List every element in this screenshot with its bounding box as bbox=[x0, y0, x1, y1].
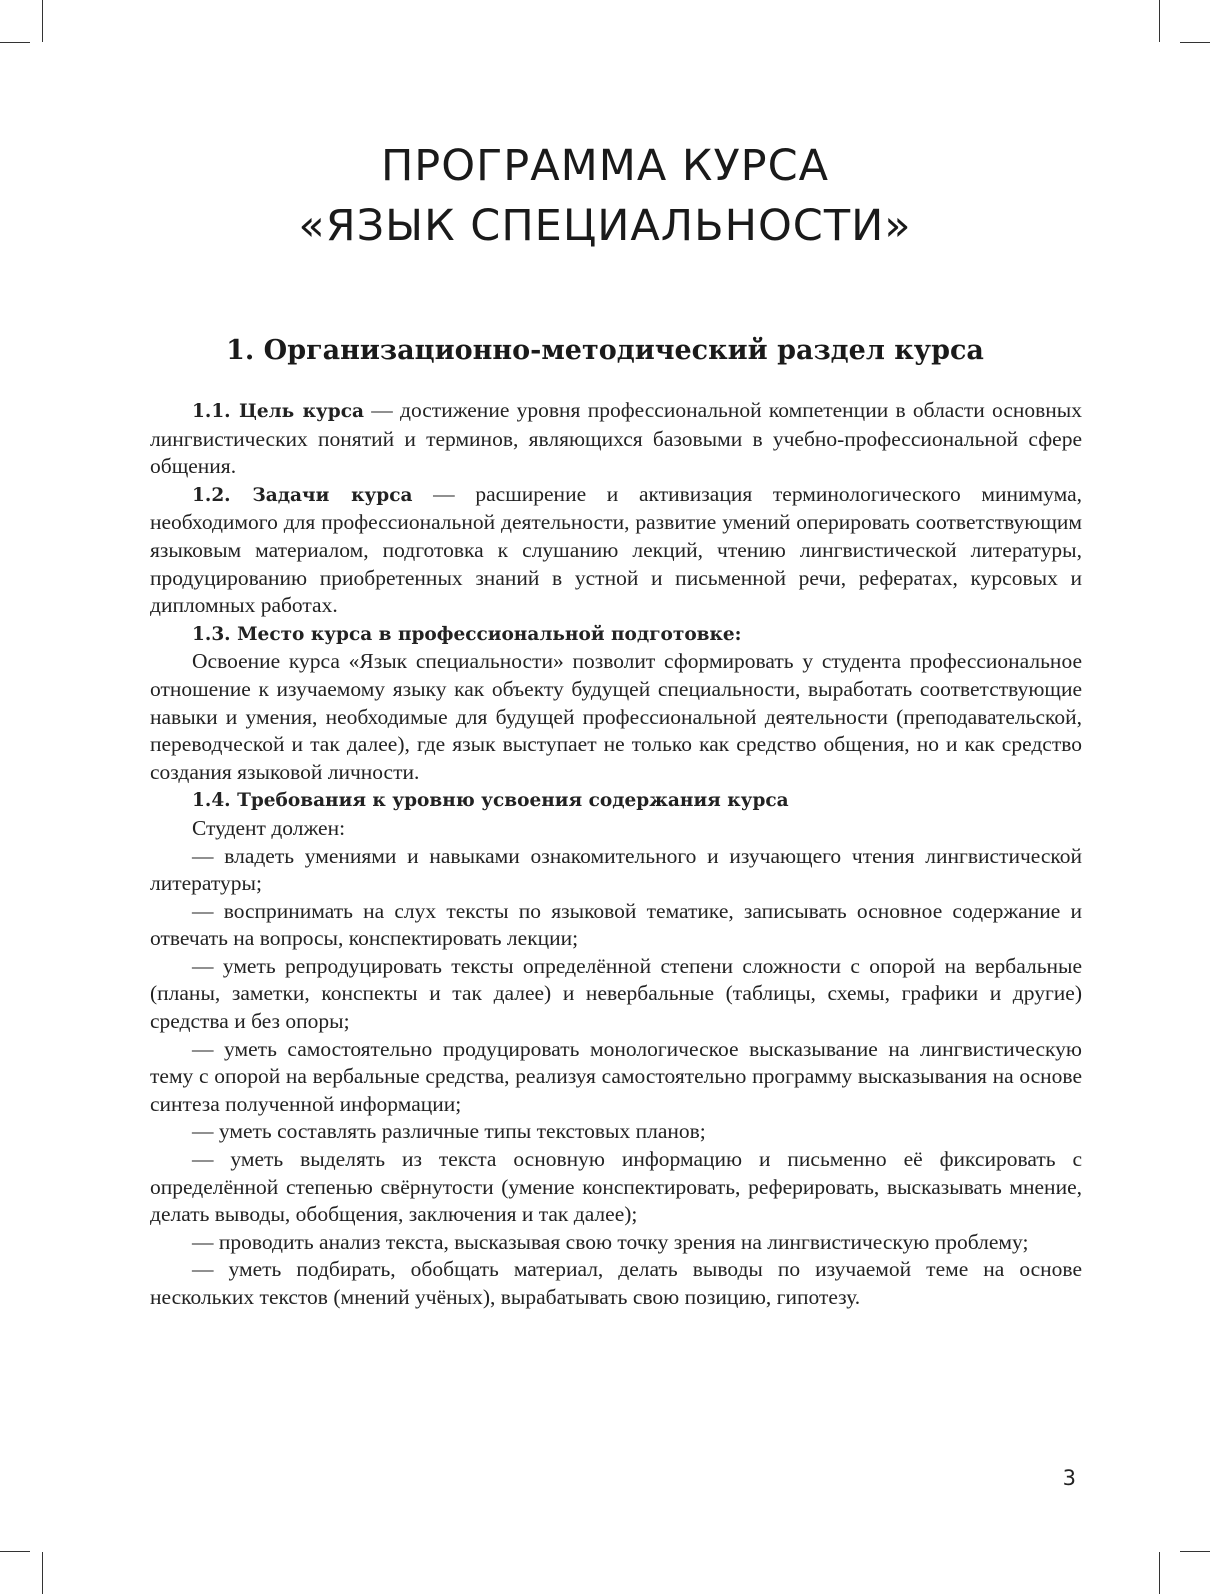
crop-mark-bottom-left-vertical bbox=[42, 1552, 43, 1594]
requirement-item: — уметь самостоятельно продуцировать монологическое высказывание на лингвистическую тему с опорой на вербальные средства, реализуя самостоятельно программу высказывания на основе синтеза полученной информации; bbox=[150, 1036, 1082, 1116]
crop-mark-top-left-horizontal bbox=[0, 42, 30, 43]
page-number: 3 bbox=[1062, 1466, 1076, 1490]
paragraph-course-tasks bbox=[150, 481, 1082, 620]
paragraph-course-place-heading bbox=[150, 620, 1082, 649]
crop-mark-bottom-right-vertical bbox=[1159, 1552, 1160, 1594]
requirement-item: — уметь репродуцировать тексты определённой степени сложности с опорой на вербальные (планы, заметки, конспекты и так далее) и невербальные (таблицы, схемы, графики и другие) средства и без опоры; bbox=[150, 953, 1082, 1034]
requirement-item: — владеть умениями и навыками ознакомительного и изучающего чтения лингвистической литературы; bbox=[150, 843, 1082, 896]
requirement-item: — воспринимать на слух тексты по языковой тематике, записывать основное содержание и отвечать на вопросы, конспектировать лекции; bbox=[150, 898, 1082, 951]
course-tasks-text: — расширение и активизация терминологического минимума, необходимого для профессиональной деятельности, развитие умений оперировать соответствующим языковым материалом, подготовка к слушанию лекций, чтению лингвистической литературы, продуцированию приобретенных знаний в устной и письменной речи, рефератах, курсовых и дипломных работах. bbox=[150, 481, 1083, 618]
crop-mark-top-left-vertical bbox=[42, 0, 43, 42]
page-title-line-2: «ЯЗЫК СПЕЦИАЛЬНОСТИ» bbox=[298, 201, 912, 251]
page-title bbox=[0, 136, 1210, 256]
paragraph-course-place-text: Освоение курса «Язык специальности» позволит сформировать у студента профессиональное отношение к изучаемому языку как объекту будущей специальности, выработать соответствующие навыки и умения, необходимые для будущей профессиональной деятельности (преподавательской, переводческой и так далее), где язык выступает не только как средство общения, но и как средство создания языковой личности. bbox=[150, 649, 1082, 784]
crop-mark-top-right-horizontal bbox=[1180, 42, 1210, 43]
course-goal-text: — достижение уровня профессиональной компетенции в области основных лингвистических понятий и терминов, являющихся базовыми в учебно-профессиональной сфере общения. bbox=[150, 398, 1082, 479]
course-place-heading: 1.3. Место курса в профессиональной подготовке: bbox=[192, 623, 742, 645]
requirements-intro: Студент должен: bbox=[192, 815, 346, 840]
section-heading: 1. Организационно-методический раздел курса bbox=[226, 335, 984, 366]
requirement-item: — уметь подбирать, обобщать материал, делать выводы по изучаемой теме на основе нескольких текстов (мнений учёных), вырабатывать свою позицию, гипотезу. bbox=[150, 1257, 1082, 1309]
paragraph-requirements-heading bbox=[150, 786, 1082, 815]
crop-mark-bottom-right-horizontal bbox=[1180, 1551, 1210, 1552]
course-tasks-label: 1.2. Задачи курса bbox=[192, 484, 413, 506]
requirement-item: — уметь составлять различные типы текстовых планов; bbox=[192, 1119, 706, 1144]
body-text bbox=[150, 397, 1082, 1312]
crop-mark-top-right-vertical bbox=[1159, 0, 1160, 42]
crop-mark-bottom-left-horizontal bbox=[0, 1551, 30, 1552]
requirement-item: — проводить анализ текста, высказывая свою точку зрения на лингвистическую проблему; bbox=[192, 1229, 1029, 1254]
requirement-item: — уметь выделять из текста основную информацию и письменно её фиксировать с определённой степенью свёрнутости (умение конспектировать, реферировать, высказывать мнение, делать выводы, обобщения, заключения и так далее); bbox=[150, 1147, 1082, 1227]
page-title-line-1: ПРОГРАММА КУРСА bbox=[380, 141, 830, 191]
requirements-heading: 1.4. Требования к уровню усвоения содержания курса bbox=[192, 790, 789, 812]
paragraph-course-goal bbox=[150, 397, 1082, 481]
course-goal-label: 1.1. Цель курса bbox=[192, 401, 364, 422]
